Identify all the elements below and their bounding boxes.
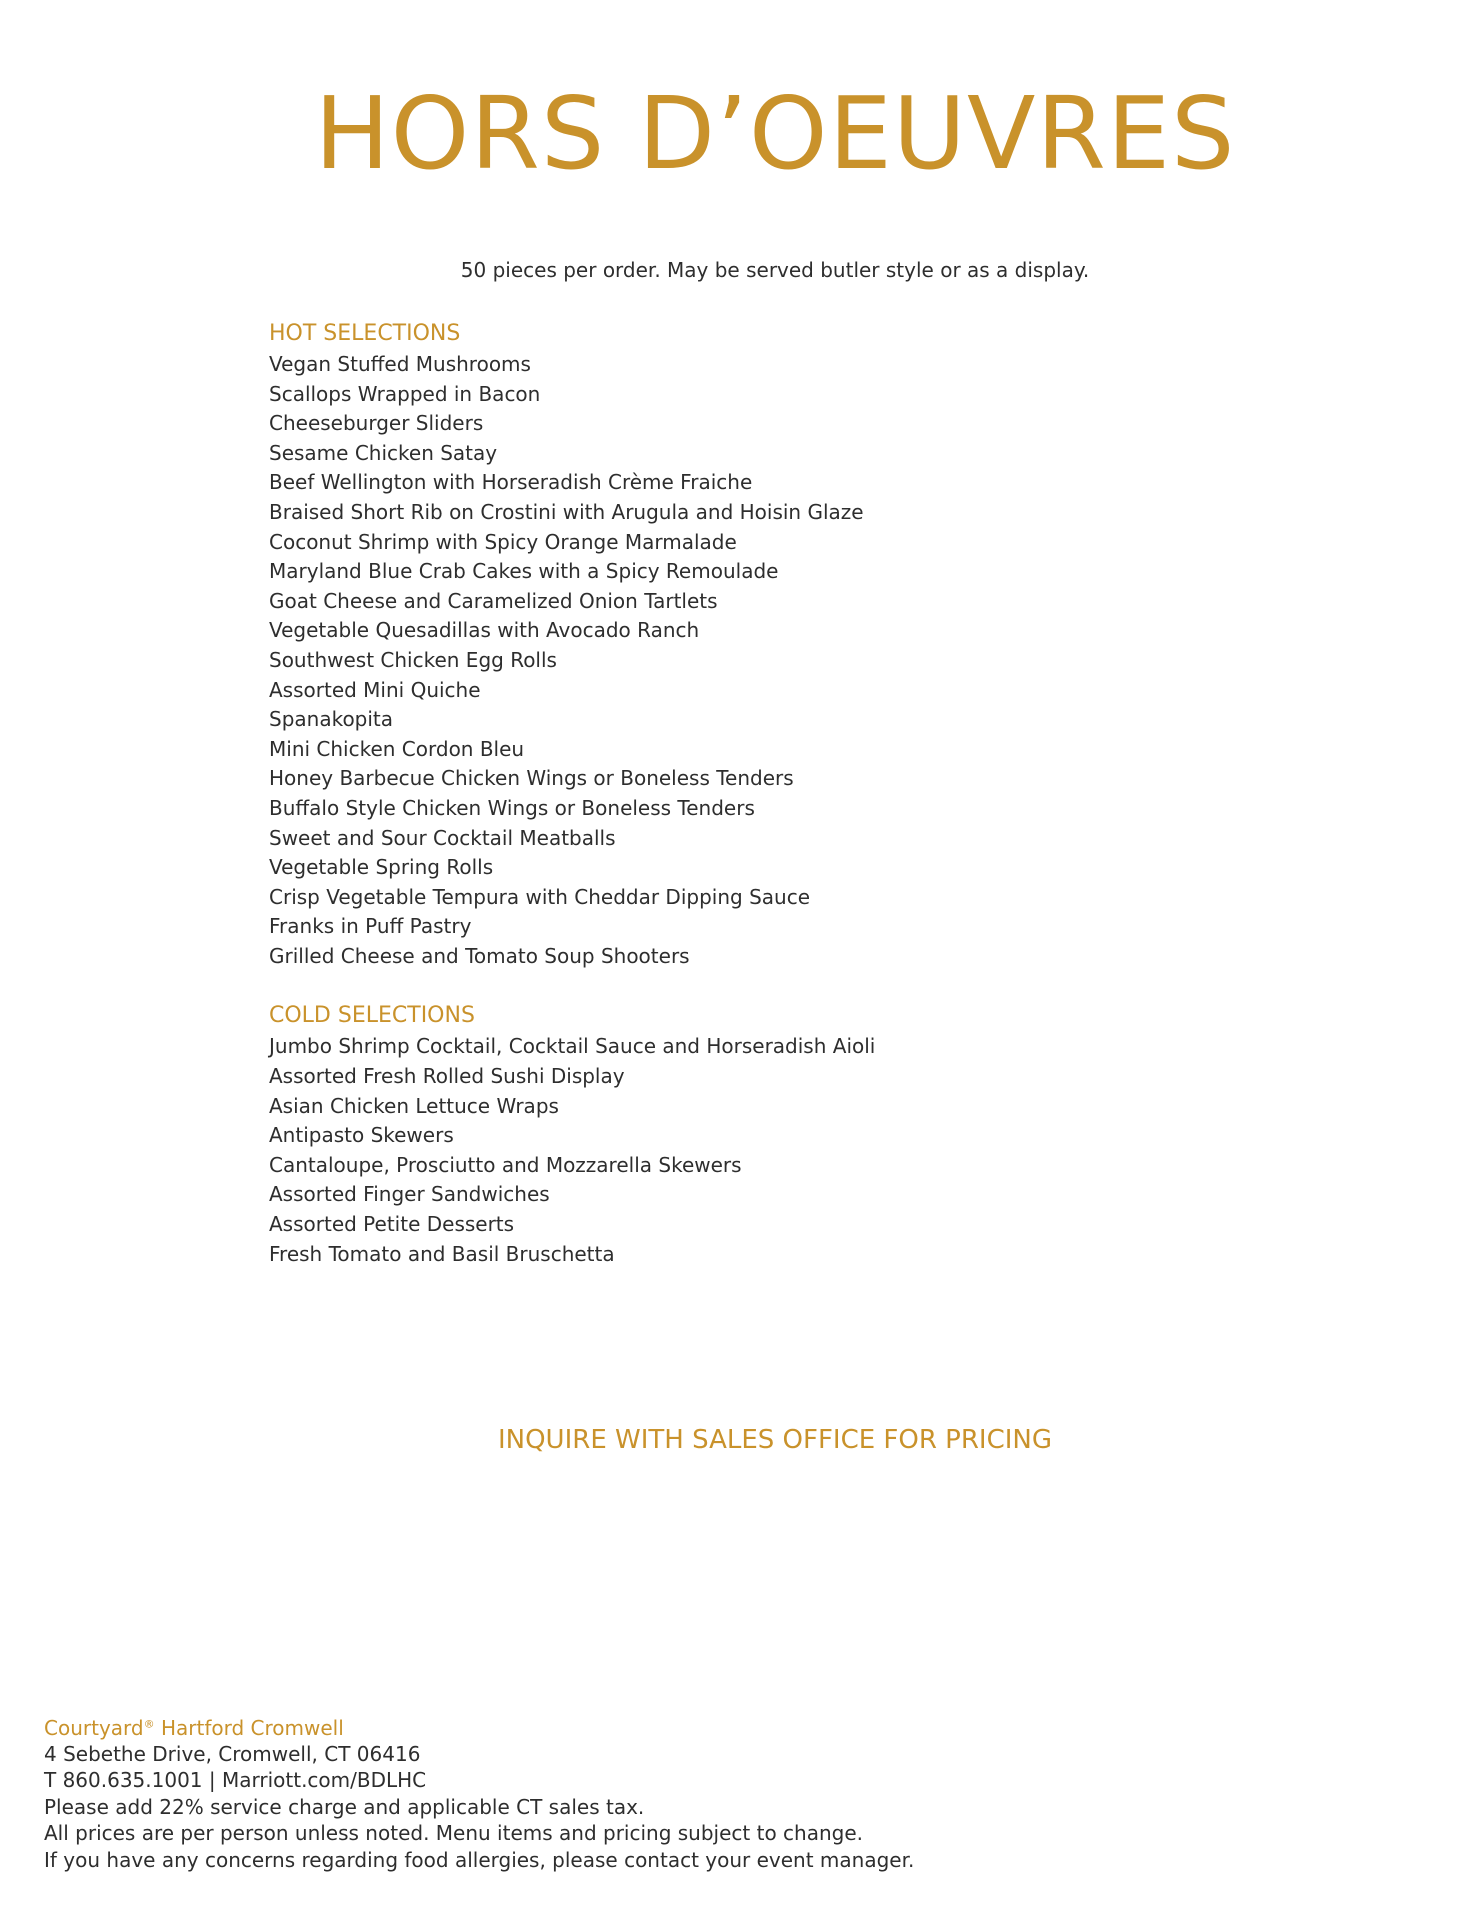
menu-item: Braised Short Rib on Crostini with Arugula and Hoisin Glaze <box>269 499 864 524</box>
menu-item: Honey Barbecue Chicken Wings or Boneless Tenders <box>269 766 794 791</box>
menu-item: Southwest Chicken Egg Rolls <box>269 647 557 672</box>
menu-item: Cantaloupe, Prosciutto and Mozzarella Skewers <box>269 1152 742 1177</box>
menu-item: Sesame Chicken Satay <box>269 440 498 465</box>
menu-item: Coconut Shrimp with Spicy Orange Marmalade <box>269 529 737 554</box>
menu-item: Cheeseburger Sliders <box>269 411 484 436</box>
menu-item: Grilled Cheese and Tomato Soup Shooters <box>269 943 690 968</box>
menu-item: Asian Chicken Lettuce Wraps <box>269 1093 559 1118</box>
hotel-brand: Courtyard <box>44 1716 144 1740</box>
pricing-note: INQUIRE WITH SALES OFFICE FOR PRICING <box>497 1425 1053 1455</box>
menu-item: Assorted Fresh Rolled Sushi Display <box>269 1064 625 1089</box>
footer <box>44 1715 1144 1873</box>
menu-item: Jumbo Shrimp Cocktail, Cocktail Sauce and Horseradish Aioli <box>269 1034 876 1059</box>
menu-item: Crisp Vegetable Tempura with Cheddar Dipping Sauce <box>269 884 810 909</box>
menu-sections <box>269 318 1169 1269</box>
menu-item: Fresh Tomato and Basil Bruschetta <box>269 1241 615 1266</box>
hotel-location: Hartford Cromwell <box>154 1716 344 1740</box>
pricing-disclaimer: All prices are per person unless noted. Menu items and pricing subject to change. <box>44 1821 863 1846</box>
service-charge-note: Please add 22% service charge and applicable CT sales tax. <box>44 1794 645 1819</box>
menu-item: Mini Chicken Cordon Bleu <box>269 736 525 761</box>
menu-item: Assorted Mini Quiche <box>269 677 481 702</box>
hot-selections-section <box>269 318 1169 971</box>
menu-item: Assorted Finger Sandwiches <box>269 1182 550 1207</box>
order-info: 50 pieces per order. May be served butler style or as a display. <box>460 258 1090 282</box>
cold-selections-section <box>269 1000 1169 1269</box>
menu-item: Scallops Wrapped in Bacon <box>269 381 541 406</box>
menu-item: Antipasto Skewers <box>269 1123 454 1148</box>
allergy-note: If you have any concerns regarding food allergies, please contact your event manager. <box>44 1847 915 1872</box>
menu-item: Goat Cheese and Caramelized Onion Tartlets <box>269 588 718 613</box>
hotel-contact: T 860.635.1001 | Marriott.com/BDLHC <box>44 1768 427 1793</box>
menu-item: Assorted Petite Desserts <box>269 1212 515 1237</box>
menu-item: Franks in Puff Pastry <box>269 914 472 939</box>
page-title: HORS D’OEUVRES <box>314 75 1236 192</box>
menu-item: Vegetable Spring Rolls <box>269 855 494 880</box>
menu-item: Maryland Blue Crab Cakes with a Spicy Remoulade <box>269 559 779 584</box>
cold-selections-list <box>269 1032 1169 1269</box>
menu-item: Vegan Stuffed Mushrooms <box>269 352 531 376</box>
menu-item: Sweet and Sour Cocktail Meatballs <box>269 825 616 850</box>
hotel-name <box>44 1715 1144 1741</box>
hot-selections-heading: HOT SELECTIONS <box>269 321 461 346</box>
hotel-address: 4 Sebethe Drive, Cromwell, CT 06416 <box>44 1742 421 1766</box>
menu-item: Spanakopita <box>269 707 394 732</box>
registered-mark: ® <box>143 1717 155 1731</box>
menu-item: Buffalo Style Chicken Wings or Boneless Tenders <box>269 795 755 820</box>
hot-selections-list <box>269 350 1169 971</box>
menu-item: Beef Wellington with Horseradish Crème Fraiche <box>269 470 753 495</box>
menu-item: Vegetable Quesadillas with Avocado Ranch <box>269 618 700 643</box>
cold-selections-heading: COLD SELECTIONS <box>269 1003 475 1029</box>
